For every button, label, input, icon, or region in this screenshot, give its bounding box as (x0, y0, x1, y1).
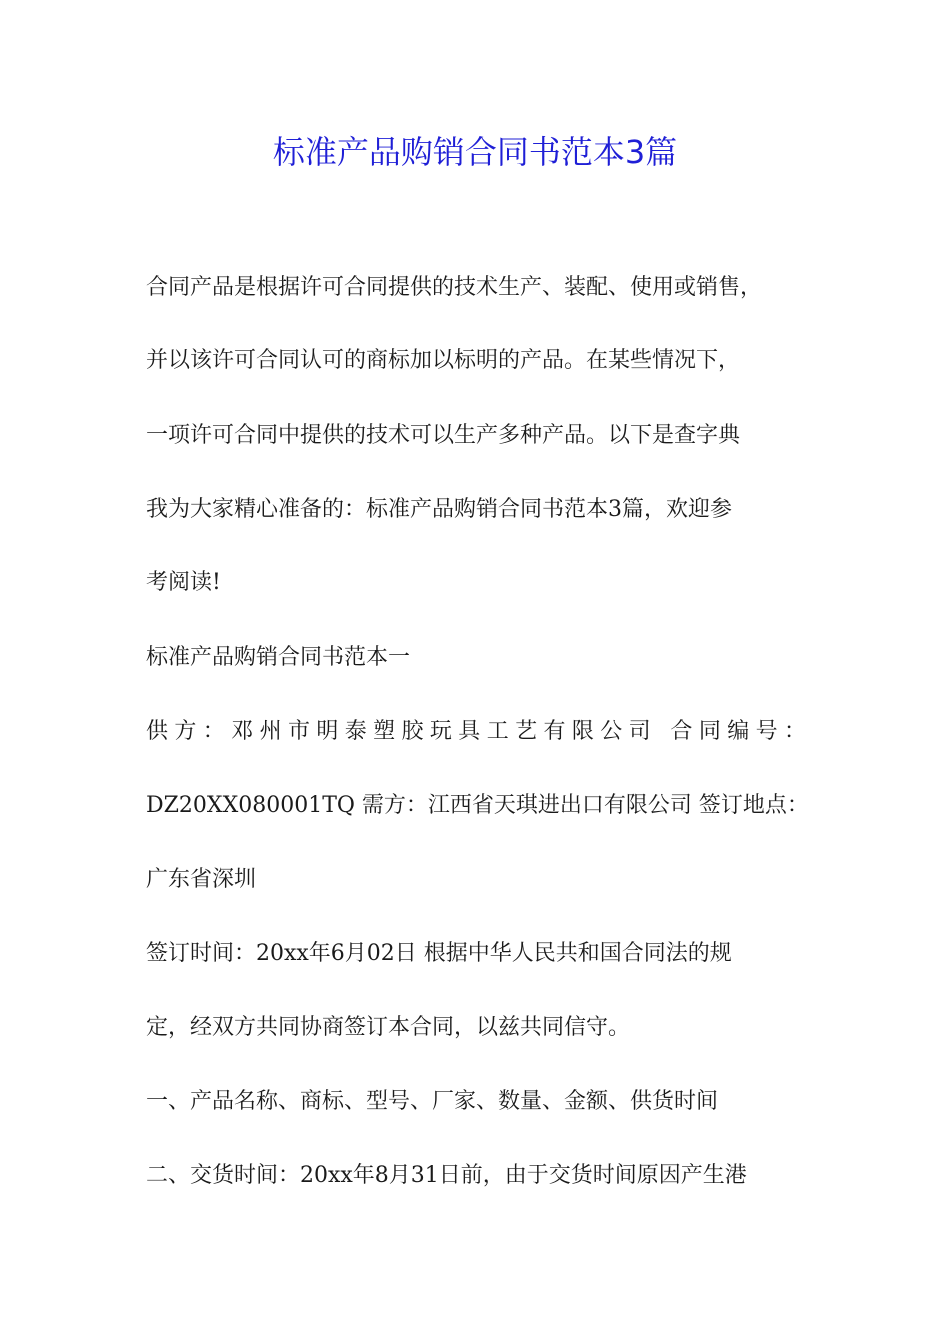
paragraph-line: 考阅读! (146, 570, 221, 595)
paragraph-line: 二、交货时间：20xx年8月31日前，由于交货时间原因产生港 (146, 1163, 747, 1188)
document-title: 标准产品购销合同书范本3篇 (272, 133, 678, 171)
paragraph-line: 定，经双方共同协商签订本合同，以兹共同信守。 (146, 1015, 631, 1040)
paragraph-line: DZ20XX080001TQ 需方：江西省天琪进出口有限公司 签订地点： (146, 793, 809, 818)
paragraph-line: 广东省深圳 (146, 867, 257, 892)
paragraph-line: 一项许可合同中提供的技术可以生产多种产品。以下是查字典 (146, 423, 741, 448)
section-heading: 标准产品购销合同书范本一 (146, 645, 411, 670)
paragraph-line: 合同产品是根据许可合同提供的技术生产、装配、使用或销售， (146, 275, 763, 300)
paragraph-line: 供方：邓州市明泰塑胶玩具工艺有限公司 合同编号： (146, 719, 806, 744)
paragraph-line: 签订时间：20xx年6月02日 根据中华人民共和国合同法的规 (146, 941, 732, 966)
paragraph-line: 并以该许可合同认可的商标加以标明的产品。在某些情况下， (146, 348, 741, 373)
paragraph-line: 一、产品名称、商标、型号、厂家、数量、金额、供货时间 (146, 1089, 719, 1114)
paragraph-line: 我为大家精心准备的：标准产品购销合同书范本3篇，欢迎参 (146, 497, 732, 522)
